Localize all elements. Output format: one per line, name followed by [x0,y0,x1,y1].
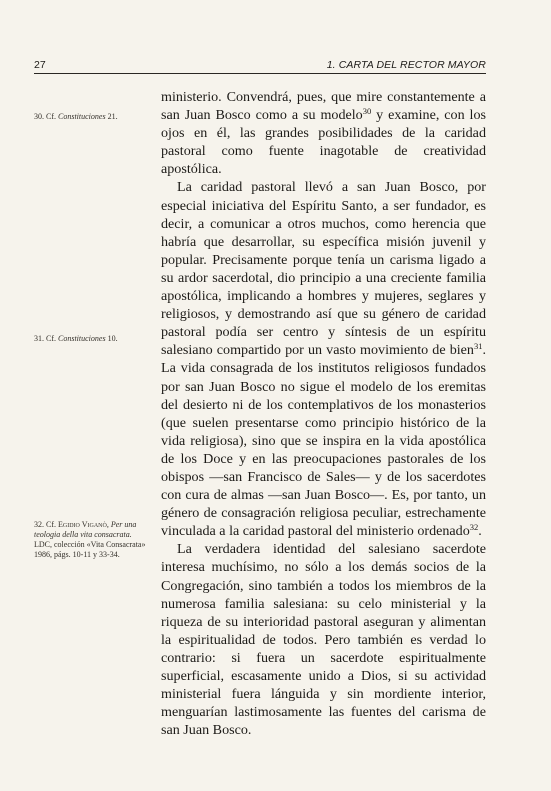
main-text [161,88,486,739]
footnote-ref-32: 32 [469,522,479,533]
running-head: 1. CARTA DEL RECTOR MAYOR [326,59,486,71]
paragraph: ministerio. Convendrá, pues, que mire constantemente a san Juan Bosco como a su modelo$^{30}$ y examine, con los ojos en él, las grandes posibilidades de la caridad pastoral como fuente inagotable de creatividad apostólica. [161,89,487,178]
footnote-title: Constituciones [58,112,106,121]
page-header [34,59,486,74]
footnote-31 [34,334,152,344]
footnote-number: 30. [34,112,44,121]
footnote-number: 31. [34,334,44,343]
footnote-ref-31: 31 [473,341,483,352]
footnote-ref: LDC, colección «Vita Consacrata» 1986, págs. 10-11 y 33-34. [34,540,146,559]
footnote-ref: 10. [107,334,118,343]
footnote-30 [34,112,152,122]
footnote-prefix: Cf. [46,334,56,343]
footnote-prefix: Cf. [46,520,56,529]
footnote-ref: 21. [107,112,118,121]
page-number: 27 [34,59,46,71]
footnote-title: Per una teologia della vita consacrata. [34,520,137,539]
paragraph: La verdadera identidad del salesiano sacerdote interesa muchísimo, no sólo a los demás socios de la Congregación, sino también a todos los miembros de la numerosa familia salesiana: su celo ministerial y la riqueza de su interioridad pastoral aseguran y alimentan la espiritualidad de todos. Pero también es verdad lo contrario: si fuera un sacerdote espiritualmente superficial, escasamente unido a Dios, si su actividad ministerial fuera lánguida y sin mordiente interior, menguarían lastimosamente las fuentes del carisma de san Juan Bosco. [161,541,486,739]
paragraph: La caridad pastoral llevó a san Juan Bosco, por especial iniciativa del Espíritu Santo, a ser fundador, es decir, a comunicar a otros muchos, como herencia que habría que desarrollar, su específica misión juvenil y popular. Precisamente porque tenía un carisma ligado a su ardor sacerdotal, dio principio a una creciente familia apostólica, implicando a hombres y mujeres, seglares y religiosos, y demostrando así que su género de caridad pastoral podía ser centro y síntesis de un espíritu salesiano compartido por un vasto movimiento de bien$^{31}$. La vida consagrada de los institutos religiosos fundados por san Juan Bosco no sigue el modelo de los eremitas del desierto ni de los contemplativos de los monasterios (que suelen presentarse como principio histórico de la vida religiosa), sino que se inspira en la vida apostólica de los Doce y en las preocupaciones pastorales de los obispos —san Francisco de Sales— y de los sacerdotes con cura de almas —san Juan Bosco—. Es, por tanto, un género de consagración religiosa peculiar, estrechamente vinculada a la caridad pastoral del ministerio ordenado$^{32}$. [161,179,486,540]
footnote-author: Egidio Viganò, [58,520,109,529]
footnote-title: Constituciones [58,334,106,343]
footnote-32 [34,520,146,560]
footnote-number: 32. [34,520,44,529]
footnote-ref-30: 30 [362,106,372,117]
footnote-prefix: Cf. [46,112,56,121]
